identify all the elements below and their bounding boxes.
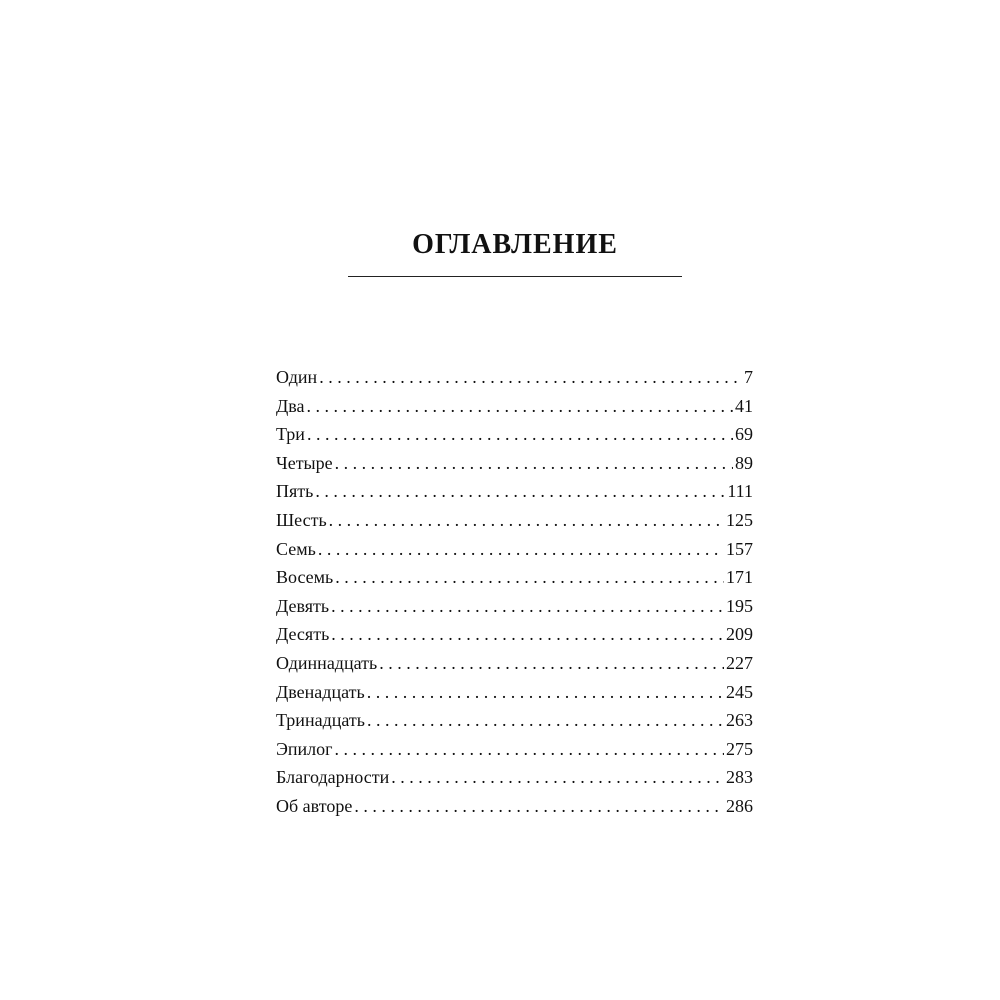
heading-divider bbox=[348, 276, 682, 277]
toc-entry-page: 89 bbox=[735, 452, 753, 473]
toc-entry bbox=[276, 620, 753, 649]
toc-leader-dots bbox=[318, 535, 724, 564]
toc-entry-page: 283 bbox=[726, 767, 753, 788]
toc-entry-page: 227 bbox=[726, 652, 753, 673]
toc-entry bbox=[276, 792, 753, 821]
toc-entry-title: Девять bbox=[276, 595, 330, 616]
toc-entry-title: Пять bbox=[276, 481, 314, 502]
toc-entry-page: 195 bbox=[726, 595, 753, 616]
toc-entry-page: 286 bbox=[726, 795, 753, 816]
toc-entry bbox=[276, 506, 753, 535]
toc-entry-title: Шесть bbox=[276, 509, 327, 530]
toc-entry bbox=[276, 592, 753, 621]
toc-entry bbox=[276, 477, 753, 506]
toc-entry bbox=[276, 706, 753, 735]
toc-entry bbox=[276, 563, 753, 592]
toc-entry-page: 111 bbox=[727, 481, 753, 502]
toc-entry-title: Десять bbox=[276, 624, 330, 645]
toc-entry-title: Одиннадцать bbox=[276, 652, 378, 673]
toc-entry bbox=[276, 649, 753, 678]
toc-entry-title: Семь bbox=[276, 538, 316, 559]
toc-leader-dots bbox=[335, 563, 724, 592]
toc-leader-dots bbox=[335, 735, 724, 764]
toc-entry-title: Один bbox=[276, 367, 318, 387]
toc-entry-page: 125 bbox=[726, 509, 753, 530]
toc-leader-dots bbox=[354, 792, 724, 821]
toc-entry-title: Четыре bbox=[276, 452, 333, 473]
toc-leader-dots bbox=[315, 477, 725, 506]
toc-leader-dots bbox=[331, 620, 724, 649]
toc-entry bbox=[276, 363, 753, 392]
toc-entry bbox=[276, 735, 753, 764]
toc-entry-page: 245 bbox=[726, 681, 753, 702]
toc-leader-dots bbox=[367, 706, 724, 735]
toc-leader-dots bbox=[331, 592, 724, 621]
toc-entry-title: Двенадцать bbox=[276, 681, 365, 702]
toc-entry-title: Эпилог bbox=[276, 738, 333, 759]
toc-entry-page: 41 bbox=[735, 395, 753, 416]
toc-entry-title: Об авторе bbox=[276, 795, 353, 816]
toc-leader-dots bbox=[319, 363, 742, 392]
toc-leader-dots bbox=[379, 649, 724, 678]
toc-entry-title: Два bbox=[276, 395, 305, 416]
toc-entry bbox=[276, 449, 753, 478]
toc-heading: ОГЛАВЛЕНИЕ bbox=[412, 229, 618, 260]
toc-leader-dots bbox=[335, 449, 733, 478]
toc-leader-dots bbox=[391, 763, 724, 792]
toc-entry-title: Три bbox=[276, 424, 305, 445]
toc-entry-page: 69 bbox=[735, 424, 753, 445]
toc-entry-page: 275 bbox=[726, 738, 753, 759]
toc-leader-dots bbox=[307, 420, 733, 449]
toc-entry-page: 171 bbox=[726, 567, 753, 588]
toc-entry-page: 263 bbox=[726, 710, 753, 731]
toc-entry bbox=[276, 420, 753, 449]
toc-entry-page: 7 bbox=[744, 367, 753, 387]
toc-entry-title: Восемь bbox=[276, 567, 334, 588]
toc-list bbox=[276, 363, 753, 821]
toc-entry bbox=[276, 392, 753, 421]
toc-entry-page: 157 bbox=[726, 538, 753, 559]
toc-entry-page: 209 bbox=[726, 624, 753, 645]
toc-leader-dots bbox=[329, 506, 724, 535]
toc-entry-title: Благодарности bbox=[276, 767, 390, 788]
toc-leader-dots bbox=[307, 392, 733, 421]
toc-entry-title: Тринадцать bbox=[276, 710, 365, 731]
toc-leader-dots bbox=[367, 678, 724, 707]
toc-entry bbox=[276, 535, 753, 564]
toc-entry bbox=[276, 763, 753, 792]
toc-entry bbox=[276, 678, 753, 707]
